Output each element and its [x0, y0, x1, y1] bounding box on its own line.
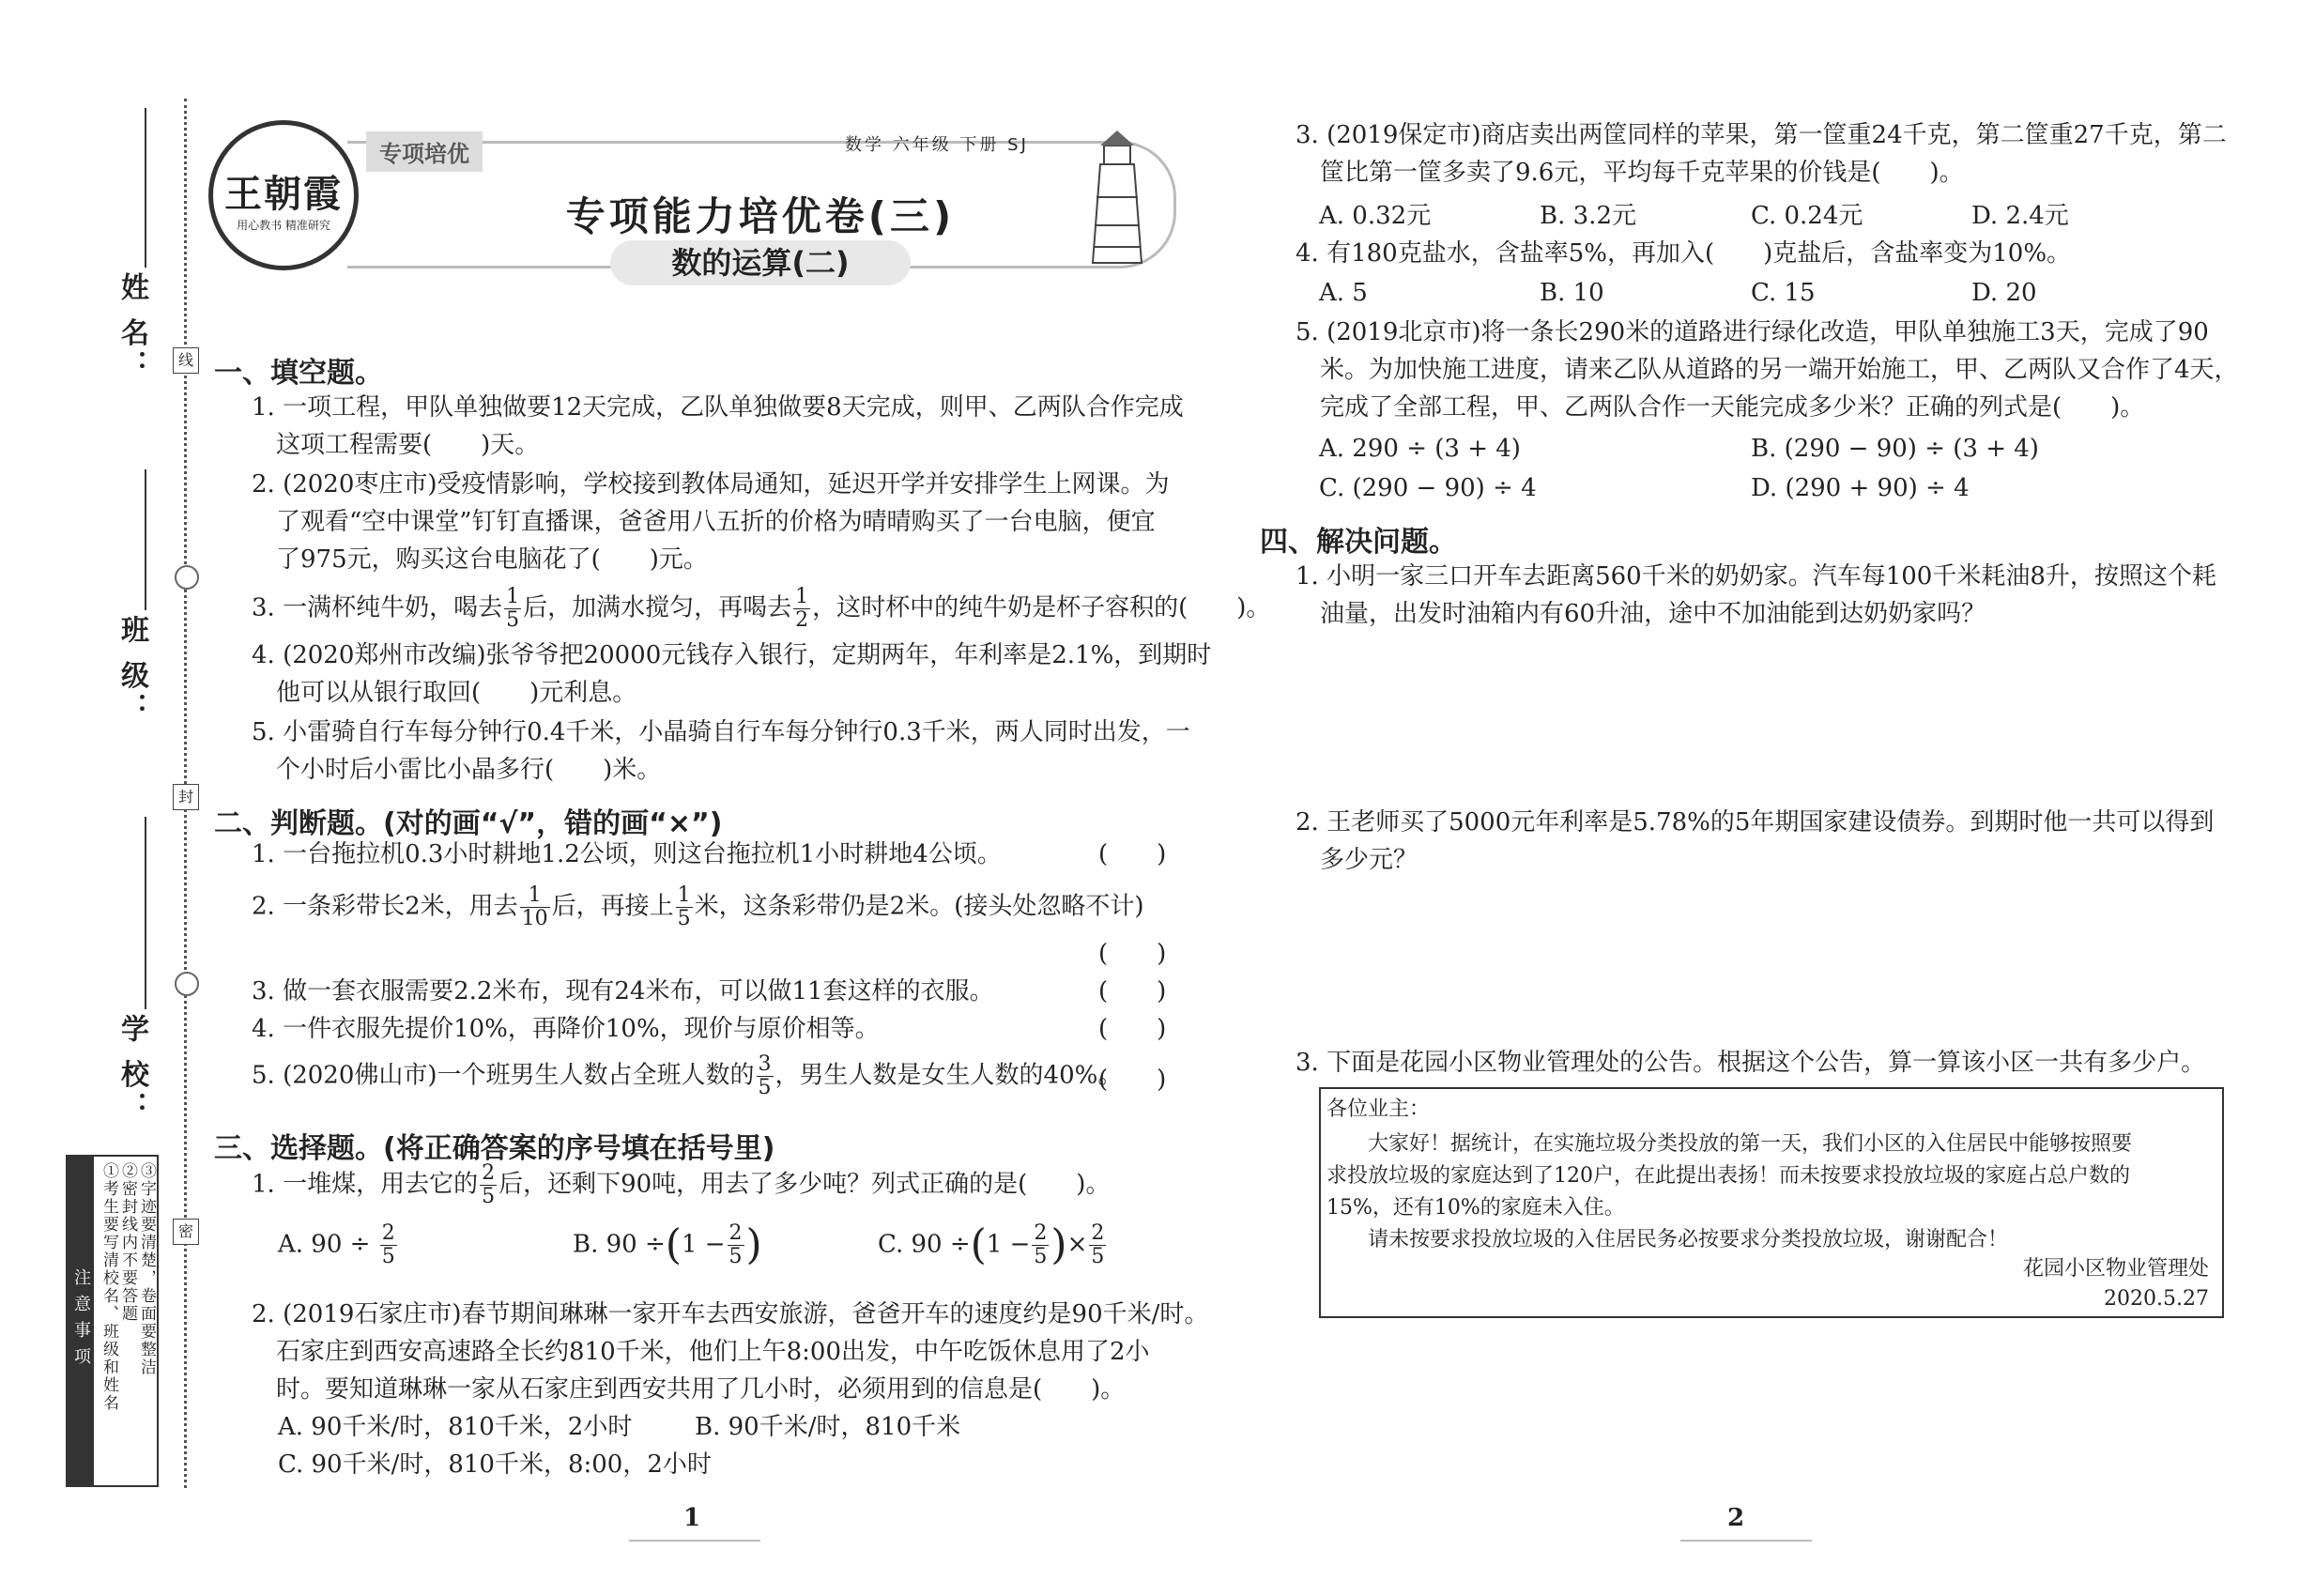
question-line: 他可以从银行取回( )元利息。 — [276, 679, 637, 707]
question-line: 这项工程需要( )天。 — [276, 431, 540, 459]
numerator: 2 — [482, 1161, 496, 1185]
paren: ( — [970, 1220, 987, 1269]
option-text: 1 − — [681, 1230, 726, 1259]
question-line: 5. (2019北京市)将一条长290米的道路进行绿化改造，甲队单独施工3天，完成了90 — [1296, 318, 2209, 346]
option-d[interactable]: D. 2.4元 — [1971, 202, 2069, 230]
question-4-2 — [1296, 804, 2214, 879]
notes-title: 注意事项 — [68, 1157, 94, 1485]
option-text: C. 90 ÷ — [878, 1230, 971, 1259]
class-field-line — [145, 469, 146, 610]
fraction — [504, 586, 521, 632]
option-a[interactable]: A. 90千米/时，810千米，2小时 — [278, 1413, 633, 1441]
option-b[interactable]: B. 90千米/时，810千米 — [695, 1413, 961, 1441]
notice-body — [1326, 1128, 2209, 1256]
school-label: 学 校： — [115, 1014, 148, 1124]
question-line: 5. 小雷骑自行车每分钟行0.4千米，小晶骑自行车每分钟行0.3千米，两人同时出发，一 — [252, 718, 1190, 746]
numerator: 1 — [506, 585, 520, 608]
option-b[interactable]: B. (290 − 90) ÷ (3 + 4) — [1751, 435, 2039, 463]
question-text: ，这条彩带仍是2米。(接头处忽略不计) — [718, 892, 1144, 921]
question-text: ，这时杯中的纯牛奶是杯子容积的( )。 — [812, 593, 1271, 622]
seal-mark-seal: 封 — [173, 784, 199, 810]
section-heading: 一、填空题。 — [214, 357, 383, 390]
question-text: 1. 一堆煤，用去它的 — [252, 1170, 479, 1199]
notice-signature: 花园小区物业管理处 — [2022, 1257, 2209, 1281]
notice-greeting: 各位业主： — [1326, 1097, 1431, 1121]
option-c[interactable]: C. (290 − 90) ÷ 4 — [1319, 474, 1537, 502]
denominator: 5 — [758, 1076, 772, 1099]
question-line: 了观看“空中课堂”钉钉直播课，爸爸用八五折的价格为晴晴购买了一台电脑，便宜 — [276, 508, 1156, 536]
denominator: 5 — [1034, 1245, 1048, 1268]
publisher-logo — [208, 120, 359, 270]
question-2-1: 1. 一台拖拉机0.3小时耕地1.2公顷，则这台拖拉机1小时耕地4公顷。 — [252, 840, 1002, 868]
notice-line: 求投放垃圾的家庭达到了120户，在此提出表扬！而未按要求投放垃圾的家庭占总户数的 — [1326, 1164, 2130, 1188]
question-line: 2. (2020枣庄市)受疫情影响，学校接到教体局通知，延迟开学并安排学生上网课。为 — [252, 470, 1170, 499]
question-line: 石家庄到西安高速路全长约810千米，他们上午8:00出发，中午吃饭休息用了2小 — [276, 1338, 1150, 1366]
question-line: 时。要知道琳琳一家从石家庄到西安共用了几小时，必须用到的信息是( )。 — [276, 1375, 1126, 1404]
question-line: 筐比第一筐多卖了9.6元，平均每千克苹果的价钱是( )。 — [1320, 159, 1964, 187]
question-line: 完成了全部工程，甲、乙两队合作一天能完成多少米？正确的列式是( )。 — [1320, 393, 2145, 422]
question-text: 后，还剩下90吨，用去了多少吨？列式正确的是( )。 — [498, 1170, 1111, 1199]
question-1-1 — [252, 389, 1184, 464]
option-c[interactable] — [878, 1222, 1108, 1268]
question-2-3: 3. 做一套衣服需要2.2米布，现有24米布，可以做11套这样的衣服。 — [252, 977, 994, 1005]
logo-subtext: 用心教书 精准研究 — [237, 219, 330, 232]
fraction — [676, 884, 693, 930]
meta-info: 数学 六年级 下册 SJ — [845, 135, 1029, 155]
question-4-1 — [1296, 558, 2216, 633]
section-heading: 三、选择题。(将正确答案的序号填在括号里) — [214, 1132, 775, 1165]
option-c[interactable]: C. 0.24元 — [1751, 202, 1863, 230]
question-text: 5. (2020佛山市)一个班男生人数占全班人数的 — [252, 1061, 755, 1090]
option-b[interactable]: B. 3.2元 — [1540, 202, 1636, 230]
seal-mark-secret: 密 — [173, 1219, 199, 1245]
logo-text: 王朝霞 — [224, 172, 343, 216]
question-1-5 — [252, 714, 1190, 789]
question-text: 2. 一条彩带长2米，用去 — [252, 892, 518, 921]
answer-blank[interactable]: ( ) — [1098, 940, 1167, 968]
fraction — [520, 884, 550, 930]
notice-box — [1319, 1087, 2224, 1318]
school-field-line — [145, 817, 146, 1009]
page-number: 2 — [1727, 1504, 1745, 1532]
option-a[interactable]: A. 290 ÷ (3 + 4) — [1319, 435, 1521, 463]
denominator: 5 — [1091, 1245, 1105, 1268]
question-1-3 — [252, 586, 1270, 632]
option-a[interactable] — [278, 1222, 399, 1268]
question-line: 米。为加快施工进度，请来乙队从道路的另一端开始施工，甲、乙两队又合作了4天， — [1320, 356, 2239, 384]
option-c[interactable]: C. 15 — [1751, 279, 1816, 307]
question-2-5 — [252, 1053, 1122, 1099]
option-text: × — [1066, 1230, 1088, 1259]
question-line: 4. (2020郑州市改编)张爷爷把20000元钱存入银行，定期两年，年利率是2.1%，到期时 — [252, 641, 1212, 669]
option-a[interactable]: A. 5 — [1319, 279, 1368, 307]
unit: 米 — [694, 892, 719, 921]
question-3-3 — [1296, 116, 2227, 192]
question-text: 3. 一满杯纯牛奶，喝去 — [252, 593, 503, 622]
denominator: 5 — [506, 608, 520, 632]
section-heading: 四、解决问题。 — [1260, 526, 1457, 559]
question-line: 2. 王老师买了5000元年利率是5.78%的5年期国家建设债券。到期时他一共可以得到 — [1296, 808, 2215, 836]
question-line: 了975元，购买这台电脑花了( )元。 — [276, 545, 708, 574]
fraction — [757, 1053, 774, 1099]
denominator: 5 — [677, 907, 691, 930]
exam-title: 专项能力培优卷(三) — [565, 193, 956, 239]
option-b[interactable] — [573, 1222, 762, 1268]
option-c[interactable]: C. 90千米/时，810千米，8:00，2小时 — [278, 1450, 712, 1479]
question-4-3: 3. 下面是花园小区物业管理处的公告。根据这个公告，算一算该小区一共有多少户。 — [1296, 1049, 2206, 1077]
exam-subtitle: 数的运算(二) — [610, 240, 911, 285]
notice-line: 请未按要求投放垃圾的入住居民务必按要求分类投放垃圾，谢谢配合！ — [1368, 1228, 2009, 1251]
denominator: 2 — [795, 608, 809, 632]
binding-hole — [175, 972, 199, 996]
question-line: 1. 小明一家三口开车去距离560千米的奶奶家。汽车每100千米耗油8升，按照这个耗 — [1296, 562, 2216, 591]
question-2-4: 4. 一件衣服先提价10%，再降价10%，现价与原价相等。 — [252, 1015, 880, 1043]
answer-blank[interactable]: ( ) — [1098, 977, 1167, 1005]
question-text: 后，再接上 — [551, 892, 674, 921]
denominator: 5 — [482, 1185, 496, 1208]
option-text: B. 90 ÷ — [573, 1230, 666, 1259]
question-line: 多少元？ — [1320, 846, 1418, 874]
notice-date: 2020.5.27 — [2104, 1287, 2209, 1311]
question-line: 3. (2019保定市)商店卖出两筐同样的苹果，第一筐重24千克，第二筐重27千克，第二 — [1296, 121, 2227, 149]
section-heading: 二、判断题。(对的画“√”，错的画“×”) — [214, 807, 723, 840]
seal-mark-line: 线 — [173, 347, 199, 374]
fraction — [1032, 1222, 1049, 1268]
question-3-5 — [1296, 314, 2239, 426]
question-3-2 — [252, 1296, 1208, 1408]
fraction — [793, 586, 810, 632]
notice-line: 大家好！据统计，在实施垃圾分类投放的第一天，我们小区的入住居民中能够按照要 — [1368, 1132, 2133, 1156]
note-item: ①考生要写清校名、班级和姓名 — [100, 1162, 118, 1412]
question-1-4 — [252, 637, 1211, 712]
question-3-4: 4. 有180克盐水，含盐率5%，再加入( )克盐后，含盐率变为10%。 — [1296, 239, 2072, 268]
note-item: ②密封线内不要答题 — [118, 1162, 137, 1323]
page-deco — [1680, 1540, 1812, 1542]
option-d[interactable]: D. (290 + 90) ÷ 4 — [1751, 474, 1970, 502]
option-b[interactable]: B. 10 — [1540, 279, 1604, 307]
question-line: 个小时后小雷比小晶多行( )米。 — [276, 756, 662, 784]
numerator: 2 — [1034, 1221, 1048, 1245]
paren: ) — [1050, 1220, 1067, 1269]
question-2-2 — [252, 884, 1144, 930]
numerator: 2 — [381, 1221, 395, 1245]
exam-notes-box — [66, 1155, 159, 1487]
numerator: 2 — [728, 1221, 743, 1245]
denominator: 5 — [381, 1245, 395, 1268]
binding-hole — [175, 565, 199, 590]
series-label: 专项培优 — [366, 131, 483, 172]
numerator: 2 — [1091, 1221, 1105, 1245]
question-text: 后，加满水搅匀，再喝去 — [523, 593, 792, 622]
denominator: 10 — [521, 907, 548, 930]
question-line: 2. (2019石家庄市)春节期间琳琳一家开车去西安旅游，爸爸开车的速度约是90千米/时。 — [252, 1300, 1209, 1328]
numerator: 1 — [677, 883, 691, 907]
numerator: 1 — [520, 884, 550, 908]
page-deco — [629, 1540, 760, 1542]
denominator: 5 — [728, 1245, 743, 1268]
question-line: 油量，出发时油箱内有60升油，途中不加油能到达奶奶家吗？ — [1320, 600, 1986, 628]
question-line: 1. 一项工程，甲队单独做要12天完成，乙队单独做要8天完成，则甲、乙两队合作完成 — [252, 393, 1184, 422]
paren: ( — [665, 1220, 682, 1269]
question-3-1 — [252, 1162, 1110, 1208]
notice-line: 15%，还有10%的家庭未入住。 — [1326, 1196, 1625, 1220]
name-field-line — [145, 108, 146, 268]
option-d[interactable]: D. 20 — [1971, 279, 2037, 307]
question-1-2 — [252, 466, 1170, 578]
page-number: 1 — [683, 1504, 701, 1532]
name-label: 姓 名： — [115, 272, 148, 382]
class-label: 班 级： — [115, 615, 148, 725]
question-text: ，男生人数是女生人数的40%。 — [774, 1061, 1123, 1090]
fraction — [480, 1162, 497, 1208]
answer-blank[interactable]: ( ) — [1098, 1066, 1167, 1094]
numerator: 1 — [795, 585, 809, 608]
paren: ) — [745, 1220, 762, 1269]
fraction — [380, 1222, 397, 1268]
option-text: A. 90 ÷ — [278, 1230, 371, 1259]
answer-blank[interactable]: ( ) — [1098, 1015, 1167, 1043]
option-a[interactable]: A. 0.32元 — [1319, 202, 1432, 230]
numerator: 3 — [758, 1052, 772, 1076]
fraction — [728, 1222, 744, 1268]
fraction — [1089, 1222, 1106, 1268]
answer-blank[interactable]: ( ) — [1098, 840, 1167, 868]
option-text: 1 − — [986, 1230, 1031, 1259]
note-item: ③字迹要清楚，卷面要整洁 — [137, 1162, 156, 1376]
